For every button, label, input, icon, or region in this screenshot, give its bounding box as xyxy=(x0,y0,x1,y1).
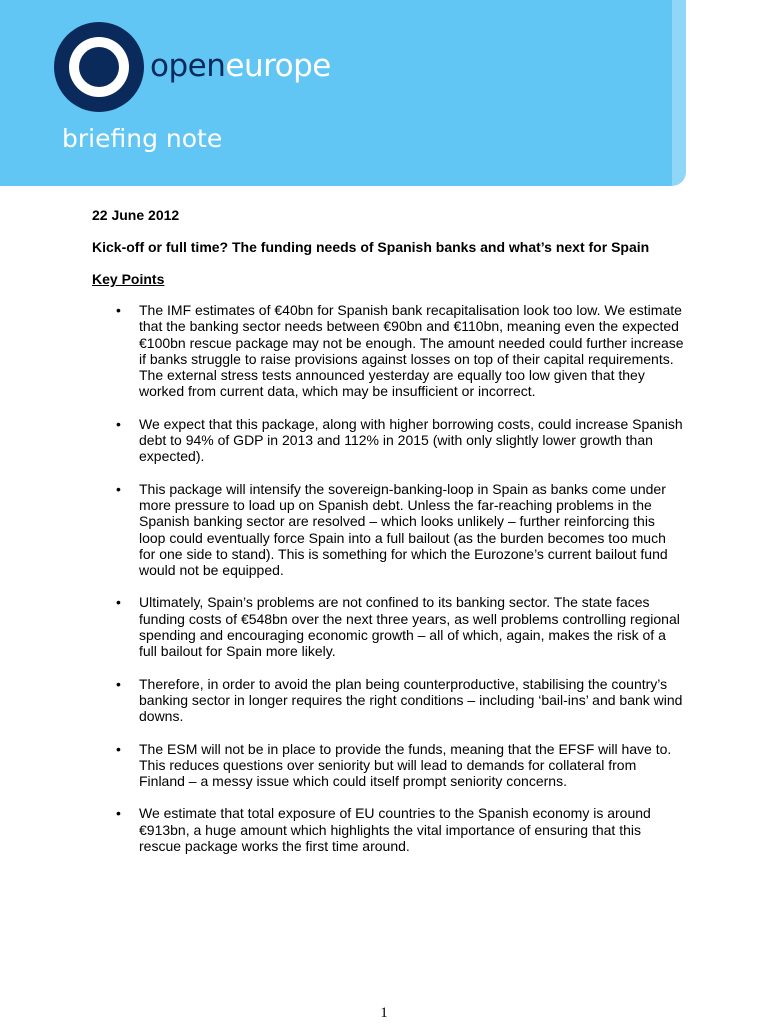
key-point-item xyxy=(92,481,684,579)
bullet-icon: • xyxy=(116,302,121,318)
header-banner xyxy=(0,0,686,186)
bullet-icon: • xyxy=(116,594,121,611)
key-point-item xyxy=(92,302,684,400)
bullet-icon: • xyxy=(116,675,121,692)
briefing-note-label: briefing note xyxy=(62,124,223,153)
document-title: Kick-off or full time? The funding needs of Spanish banks and what’s next for Spain xyxy=(92,239,650,255)
key-point-text: We estimate that total exposure of EU countries to the Spanish economy is around €913bn, a huge amount which highlights the vital importance of ensuring that this rescue package works the first time around. xyxy=(139,805,651,855)
key-point-item xyxy=(92,805,684,854)
key-point-text: This package will intensify the sovereign-banking-loop in Spain as banks come under more pressure to load up on Spanish debt. Unless the far-reaching problems in the Spanish banking sector are resolved – which looks unlikely – further reinforcing this loop could eventually force Spain into a full bailout (as the burden becomes too much for one side to stand). This is something for which the Eurozone’s current bailout fund would not be equipped. xyxy=(139,480,668,579)
logo-word-europe: europe xyxy=(225,48,331,84)
logo-wordmark xyxy=(150,46,331,86)
bullet-icon: • xyxy=(116,740,121,757)
key-point-text: Ultimately, Spain’s problems are not confined to its banking sector. The state faces funding costs of €548bn over the next three years, as well problems controlling regional spending and encouraging economic growth – all of which, again, makes the risk of a full bailout for Spain more likely. xyxy=(139,594,680,660)
key-point-text: The IMF estimates of €40bn for Spanish bank recapitalisation look too low. We estimate that the banking sector needs between €90bn and €110bn, meaning even the expected €100bn rescue package may not be enough. The amount needed could further increase if banks struggle to raise provisions against losses on top of their capital requirements. The external stress tests announced yesterday are equally too low given that they worked from current data, which may be insufficient or incorrect. xyxy=(139,302,684,400)
bullet-icon: • xyxy=(116,480,121,497)
logo-word-open: open xyxy=(150,48,226,84)
key-points-list xyxy=(92,302,692,854)
bullet-icon: • xyxy=(116,805,121,822)
key-point-text: We expect that this package, along with higher borrowing costs, could increase Spanish debt to 94% of GDP in 2013 and 112% in 2015 (with only slightly lower growth than expected). xyxy=(139,415,683,465)
open-europe-logo-icon xyxy=(54,22,144,112)
document-date: 22 June 2012 xyxy=(92,207,180,223)
key-point-item xyxy=(92,741,684,790)
key-points-heading: Key Points xyxy=(92,271,165,287)
key-point-item xyxy=(92,594,684,659)
key-point-item xyxy=(92,676,684,725)
page-number: 1 xyxy=(380,1005,388,1021)
document-body xyxy=(92,206,692,870)
banner-edge xyxy=(672,0,686,186)
bullet-icon: • xyxy=(116,415,121,432)
key-point-text: The ESM will not be in place to provide the funds, meaning that the EFSF will have to. This reduces questions over seniority but will lead to demands for collateral from Finland – a messy issue which could itself prompt seniority concerns. xyxy=(139,740,672,790)
key-point-item xyxy=(92,416,684,465)
key-point-text: Therefore, in order to avoid the plan being counterproductive, stabilising the country’s banking sector in longer requires the right conditions – including ‘bail-ins’ and bank wind downs. xyxy=(139,675,683,725)
